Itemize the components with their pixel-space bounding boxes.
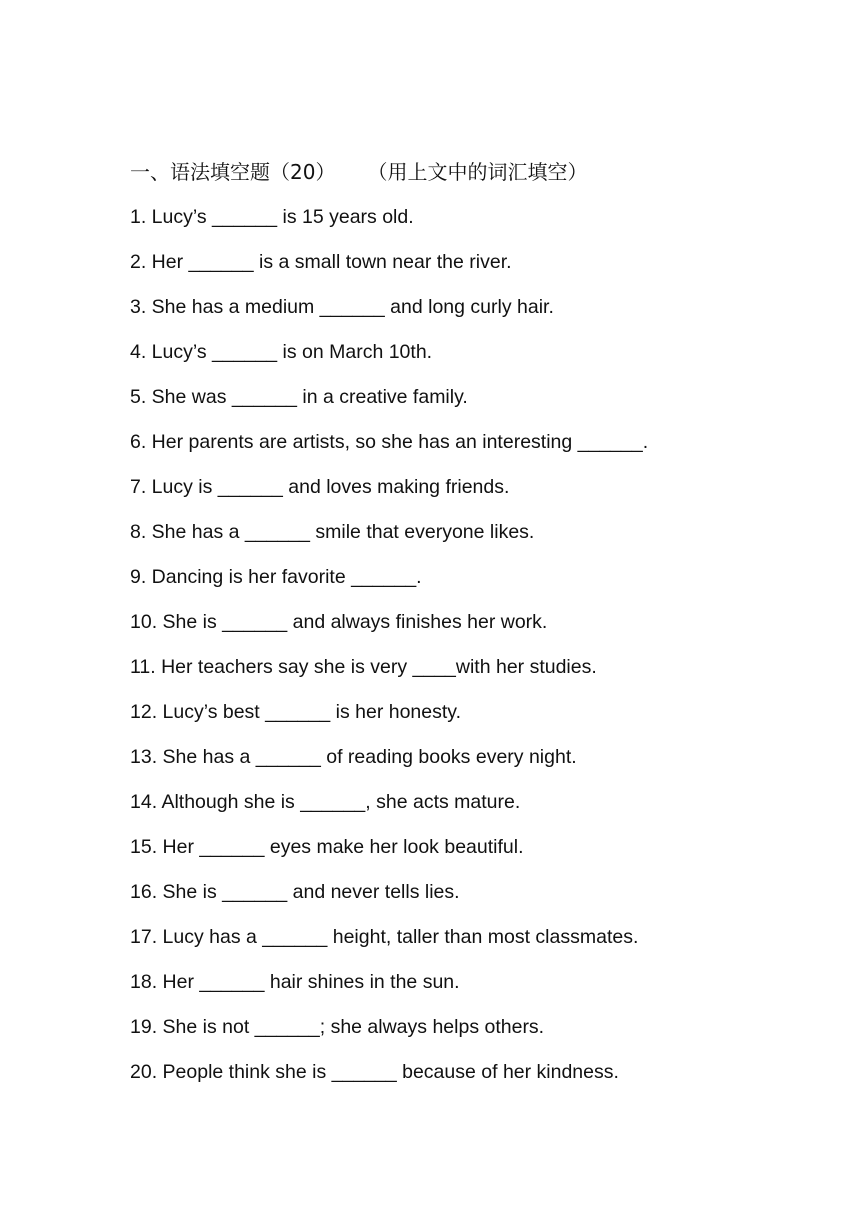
question-13: 13. She has a ______ of reading books every night. — [130, 746, 577, 768]
question-12: 12. Lucy’s best ______ is her honesty. — [130, 701, 461, 723]
section-title: 一、语法填空题（20） — [130, 160, 336, 184]
question-7: 7. Lucy is ______ and loves making friends. — [130, 476, 510, 498]
question-14: 14. Although she is ______, she acts mature. — [130, 791, 521, 813]
question-3: 3. She has a medium ______ and long curly hair. — [130, 296, 554, 318]
question-4: 4. Lucy’s ______ is on March 10th. — [130, 341, 433, 363]
question-2: 2. Her ______ is a small town near the river. — [130, 251, 512, 273]
question-9: 9. Dancing is her favorite ______. — [130, 566, 422, 588]
question-list — [130, 202, 810, 1102]
section-instruction: （用上文中的词汇填空） — [367, 160, 588, 184]
question-16: 16. She is ______ and never tells lies. — [130, 881, 460, 903]
question-11: 11. Her teachers say she is very ____with her studies. — [130, 656, 597, 678]
question-10: 10. She is ______ and always finishes her work. — [130, 611, 548, 633]
section-heading — [130, 157, 587, 187]
question-1: 1. Lucy’s ______ is 15 years old. — [130, 206, 414, 228]
question-19: 19. She is not ______; she always helps others. — [130, 1016, 545, 1038]
question-6: 6. Her parents are artists, so she has an interesting ______. — [130, 431, 649, 453]
question-15: 15. Her ______ eyes make her look beautiful. — [130, 836, 524, 858]
question-20: 20. People think she is ______ because of her kindness. — [130, 1061, 619, 1083]
question-8: 8. She has a ______ smile that everyone likes. — [130, 521, 535, 543]
question-17: 17. Lucy has a ______ height, taller than most classmates. — [130, 926, 639, 948]
question-18: 18. Her ______ hair shines in the sun. — [130, 971, 460, 993]
question-5: 5. She was ______ in a creative family. — [130, 386, 468, 408]
